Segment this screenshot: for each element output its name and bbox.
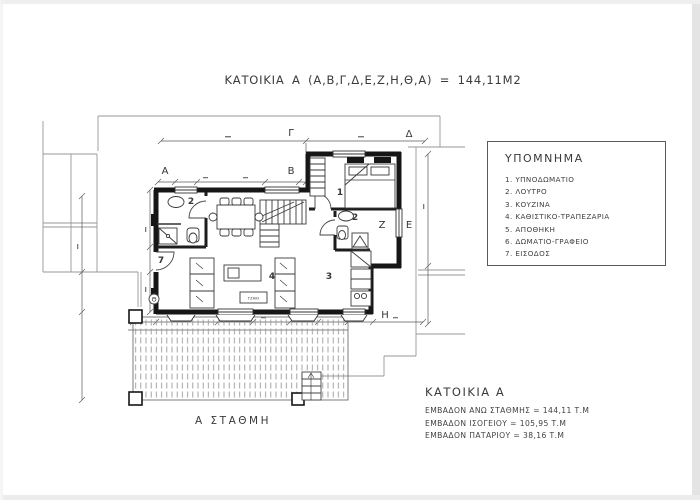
area-summary-title: ΚΑΤΟΙΚΙΑ Α <box>425 385 506 399</box>
legend-item-entrance: 7. ΕΙΣΟΔΟΣ <box>505 249 551 259</box>
corner-letter-zeta: Ζ <box>378 220 386 231</box>
loft-ladder <box>310 158 325 196</box>
deck-stair <box>302 372 321 400</box>
kitchen-counter <box>351 251 371 306</box>
legend-item-kitchen: 3. ΚΟΥΖΙΝΑ <box>505 199 551 209</box>
bedroom-closets <box>347 157 391 163</box>
corner-letter-alpha: Α <box>161 166 169 177</box>
room-number-bath-mid: 2 <box>351 213 359 223</box>
room-number-bath-left: 2 <box>187 197 195 207</box>
level-label: Α ΣΤΑΘΜΗ <box>195 415 271 427</box>
legend-item-living: 4. ΚΑΘΙΣΤΙΚΟ-ΤΡΑΠΕΖΑΡΙΑ <box>505 212 610 222</box>
sofa-right <box>275 258 295 308</box>
area-ground-floor: ΕΜΒΑΔΟΝ ΙΣΟΓΕΙΟΥ = 105,95 Τ.Μ <box>425 418 567 428</box>
legend-item-bathroom: 2. ΛΟΥΤΡΟ <box>505 187 548 197</box>
corner-letter-eta: Η <box>381 310 389 321</box>
corner-letter-epsilon: Ε <box>405 220 413 231</box>
legend-item-bedroom: 1. ΥΠΝΟΔΩΜΑΤΙΟ <box>505 175 575 184</box>
coffee-table <box>224 265 261 281</box>
room-number-entrance: 7 <box>157 256 165 266</box>
sofa-left <box>190 258 214 308</box>
legend-item-office: 6. ΔΩΜΑΤΙΟ-ΓΡΑΦΕΙΟ <box>505 237 589 247</box>
fireplace-label: ΤΖΑΚΙ <box>247 296 260 301</box>
room-number-living: 4 <box>268 272 276 282</box>
legend-title: ΥΠΟΜΝΗΜΑ <box>505 152 584 165</box>
area-loft: ΕΜΒΑΔΟΝ ΠΑΤΑΡΙΟΥ = 38,16 Τ.Μ <box>425 431 565 441</box>
room-number-kitchen: 3 <box>325 272 333 282</box>
plan-title: ΚΑΤΟΙΚΙΑ Α (Α,Β,Γ,Δ,Ε,Ζ,Η,Θ,Α) = 144,11Μ2 <box>224 73 522 87</box>
corner-letter-theta: Θ <box>151 295 157 304</box>
bed <box>345 164 395 208</box>
legend-item-storage: 5. ΑΠΟΘΗΚΗ <box>505 224 556 234</box>
corner-letter-delta: Δ <box>405 129 413 140</box>
dining-table <box>209 198 263 236</box>
corner-letter-gamma: Γ <box>288 128 294 139</box>
main-stair <box>260 200 306 247</box>
floor-plan-drawing <box>3 4 700 500</box>
room-number-bedroom: 1 <box>336 188 344 198</box>
area-upper-level: ΕΜΒΑΔΟΝ ΑΝΩ ΣΤΑΘΜΗΣ = 144,11 Τ.Μ <box>425 406 590 415</box>
corner-letter-beta: Β <box>287 166 295 177</box>
